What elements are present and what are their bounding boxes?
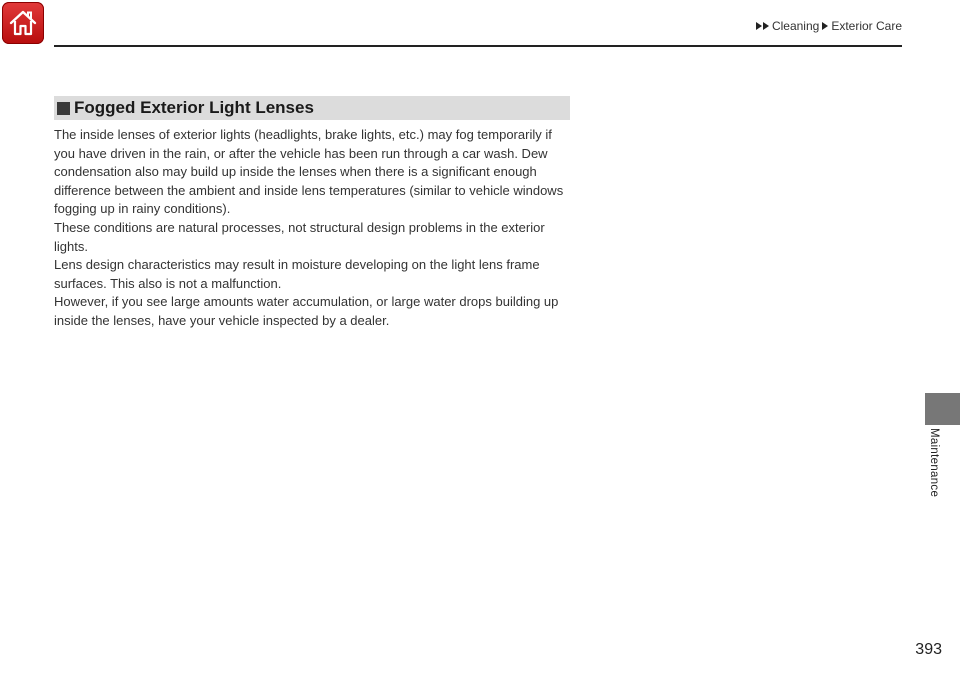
chapter-tab-label: Maintenance: [928, 428, 940, 498]
breadcrumb-item-cleaning[interactable]: Cleaning: [771, 19, 820, 33]
home-icon: [8, 9, 38, 37]
body-paragraph: However, if you see large amounts water accumulation, or large water drops building up inside the lenses, have your vehicle inspected by a dealer.: [54, 294, 559, 328]
breadcrumb: [756, 19, 902, 33]
section-header: [54, 96, 570, 120]
breadcrumb-arrow-icon: [822, 22, 828, 30]
body-paragraph: The inside lenses of exterior lights (headlights, brake lights, etc.) may fog temporarily if you have driven in the rain, or after the vehicle has been run through a car wash. Dew condensation also may build up inside the lenses when there is a significant enough difference between the ambient and inside lens temperatures (similar to vehicle windows fogging up in rainy conditions).: [54, 127, 564, 217]
breadcrumb-item-exterior-care[interactable]: Exterior Care: [831, 19, 902, 33]
section-body: [54, 126, 574, 331]
page-number: 393: [915, 641, 942, 658]
header-divider: [54, 45, 902, 47]
chapter-tab[interactable]: [925, 393, 960, 425]
body-paragraph: Lens design characteristics may result in moisture developing on the light lens frame surfaces. This also is not a malfunction.: [54, 257, 540, 291]
breadcrumb-arrow-icon: [756, 22, 762, 30]
breadcrumb-arrow-icon: [763, 22, 769, 30]
body-paragraph: These conditions are natural processes, not structural design problems in the exterior lights.: [54, 219, 545, 254]
section-title: Fogged Exterior Light Lenses: [74, 98, 314, 117]
home-button[interactable]: [2, 2, 44, 44]
section-bullet-icon: [57, 102, 70, 115]
